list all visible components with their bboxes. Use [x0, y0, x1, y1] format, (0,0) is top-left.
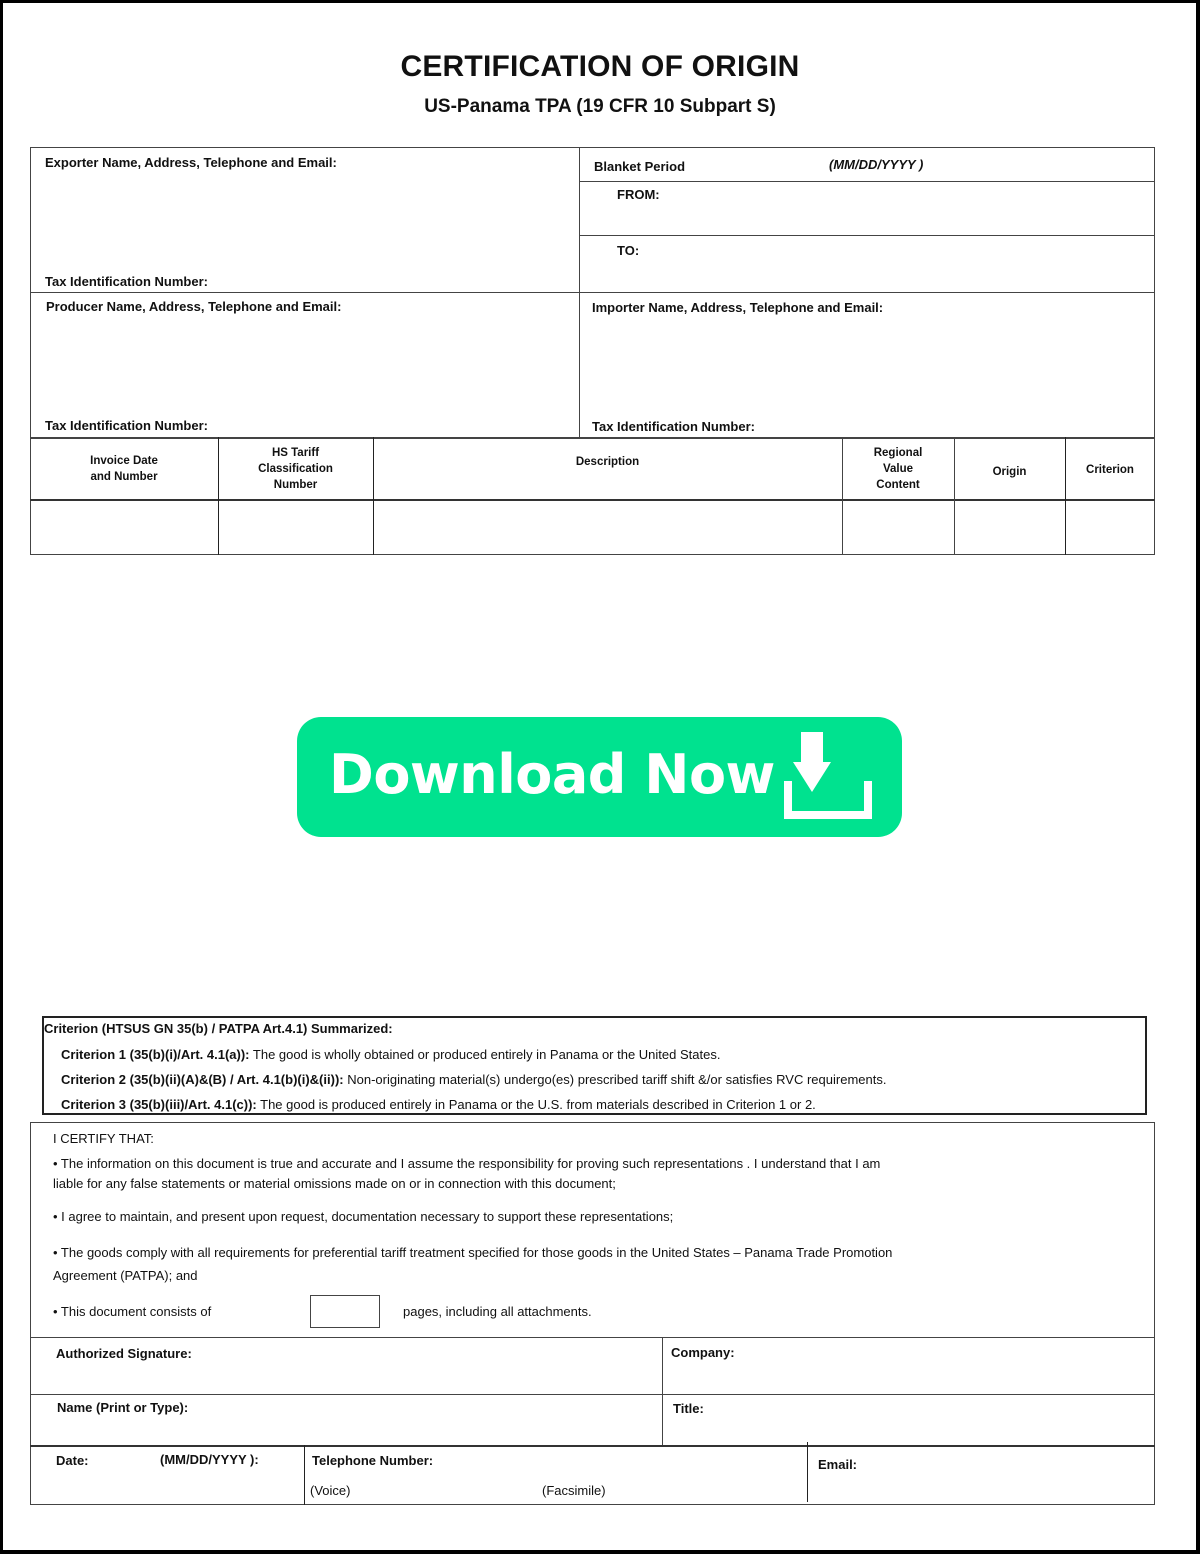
certify-heading: I CERTIFY THAT:	[53, 1131, 154, 1146]
header-line: Content	[876, 478, 920, 491]
divider	[30, 1394, 1155, 1395]
cell-hs-tariff[interactable]	[220, 502, 372, 554]
voice-label: (Voice)	[310, 1483, 351, 1498]
header-line: Description	[575, 456, 640, 468]
certify-bullet-1-line-1: • The information on this document is true and accurate and I assume the responsibility for proving such representations . I understand that I am	[53, 1156, 881, 1171]
date-format: (MM/DD/YYYY ):	[160, 1452, 259, 1467]
criterion-1-label: Criterion 1 (35(b)(i)/Art. 4.1(a)):	[61, 1047, 250, 1062]
from-label: FROM:	[617, 187, 660, 202]
certify-bullet-2: • I agree to maintain, and present upon request, documentation necessary to support these representations;	[53, 1209, 674, 1224]
title-field[interactable]	[664, 1396, 1153, 1444]
date-field[interactable]	[32, 1447, 303, 1504]
download-now-button[interactable]	[297, 717, 902, 837]
divider	[579, 147, 580, 439]
divider	[579, 181, 1155, 182]
document-subtitle: US-Panama TPA (19 CFR 10 Subpart S)	[424, 96, 776, 117]
divider	[662, 1337, 663, 1445]
date-label: Date:	[56, 1453, 89, 1468]
producer-label: Producer Name, Address, Telephone and Email:	[46, 299, 342, 314]
download-icon	[782, 731, 872, 821]
header-line: Invoice Date	[90, 454, 158, 467]
criteria-heading: Criterion (HTSUS GN 35(b) / PATPA Art.4.1) Summarized:	[44, 1021, 393, 1036]
importer-label: Importer Name, Address, Telephone and Email:	[592, 300, 884, 315]
header-line: Value	[882, 462, 914, 475]
blanket-period-label: Blanket Period	[594, 159, 686, 174]
divider	[304, 1445, 305, 1505]
criterion-1-text: The good is wholly obtained or produced entirely in Panama or the United States.	[249, 1047, 721, 1062]
name-label: Name (Print or Type):	[57, 1400, 189, 1415]
document-title: CERTIFICATION OF ORIGIN	[400, 50, 800, 83]
authorized-signature-label: Authorized Signature:	[56, 1346, 192, 1361]
criterion-3	[61, 1097, 816, 1112]
company-label: Company:	[671, 1345, 735, 1360]
divider	[30, 292, 1155, 293]
header-line: Origin	[992, 466, 1027, 478]
cell-invoice[interactable]	[32, 502, 217, 554]
email-label: Email:	[818, 1457, 858, 1472]
title-label: Title:	[673, 1401, 704, 1416]
exporter-tax-id-label: Tax Identification Number:	[45, 274, 208, 289]
cell-origin[interactable]	[956, 502, 1064, 554]
producer-field[interactable]	[32, 294, 577, 437]
certify-bullet-1-line-2: liable for any false statements or material omissions made on or in connection with this document;	[53, 1176, 616, 1191]
exporter-field[interactable]	[32, 149, 577, 291]
divider	[579, 235, 1155, 236]
authorized-signature-field[interactable]	[32, 1339, 661, 1393]
col-header-invoice	[30, 438, 218, 499]
header-line: Regional	[873, 446, 923, 459]
col-header-criterion	[1065, 438, 1155, 502]
certify-bullet-3-line-1: • The goods comply with all requirements for preferential tariff treatment specified for those goods in the United States ‒ Panama Trade Promotion	[53, 1245, 893, 1260]
certify-bullet-4-suffix: pages, including all attachments.	[403, 1304, 592, 1319]
cell-description[interactable]	[375, 502, 841, 554]
col-header-rvc	[842, 438, 954, 499]
telephone-label: Telephone Number:	[312, 1453, 434, 1468]
header-line: HS Tariff	[271, 446, 320, 459]
to-label: TO:	[617, 243, 640, 258]
divider	[807, 1442, 808, 1502]
email-field[interactable]	[809, 1447, 1153, 1504]
header-line: and Number	[90, 470, 158, 483]
criterion-3-label: Criterion 3 (35(b)(iii)/Art. 4.1(c)):	[61, 1097, 257, 1112]
col-header-origin	[954, 438, 1065, 506]
blanket-to-field[interactable]	[581, 237, 1153, 291]
cell-criterion[interactable]	[1067, 502, 1154, 554]
blanket-period-format: (MM/DD/YYYY )	[829, 157, 924, 172]
criterion-2-label: Criterion 2 (35(b)(ii)(A)&(B) / Art. 4.1(b)(i)&(ii)):	[61, 1072, 344, 1087]
cell-rvc[interactable]	[844, 502, 953, 554]
facsimile-label: (Facsimile)	[542, 1483, 606, 1498]
header-line: Criterion	[1086, 464, 1134, 476]
importer-field[interactable]	[581, 294, 1153, 437]
blanket-from-field[interactable]	[581, 183, 1153, 234]
name-field[interactable]	[32, 1396, 661, 1444]
certify-bullet-3-line-2: Agreement (PATPA); and	[53, 1268, 198, 1283]
producer-tax-id-label: Tax Identification Number:	[45, 418, 208, 433]
criterion-1	[61, 1047, 720, 1062]
col-header-description	[373, 438, 842, 486]
importer-tax-id-label: Tax Identification Number:	[592, 419, 755, 434]
criterion-3-text: The good is produced entirely in Panama or the U.S. from materials described in Criterion 1 or 2.	[256, 1097, 816, 1112]
divider	[30, 1337, 1155, 1338]
company-field[interactable]	[664, 1339, 1153, 1393]
page-count-input[interactable]	[310, 1295, 380, 1328]
criterion-2	[61, 1072, 886, 1087]
header-line: Classification	[258, 462, 333, 475]
telephone-field[interactable]	[306, 1447, 806, 1504]
exporter-label: Exporter Name, Address, Telephone and Email:	[45, 155, 337, 170]
col-header-hs-tariff	[218, 438, 373, 499]
criterion-2-text: Non-originating material(s) undergo(es) prescribed tariff shift &/or satisfies RVC requirements.	[343, 1072, 887, 1087]
certify-bullet-4-prefix: • This document consists of	[53, 1304, 212, 1319]
header-line: Number	[273, 478, 318, 491]
download-now-label: Download Now	[329, 743, 775, 806]
